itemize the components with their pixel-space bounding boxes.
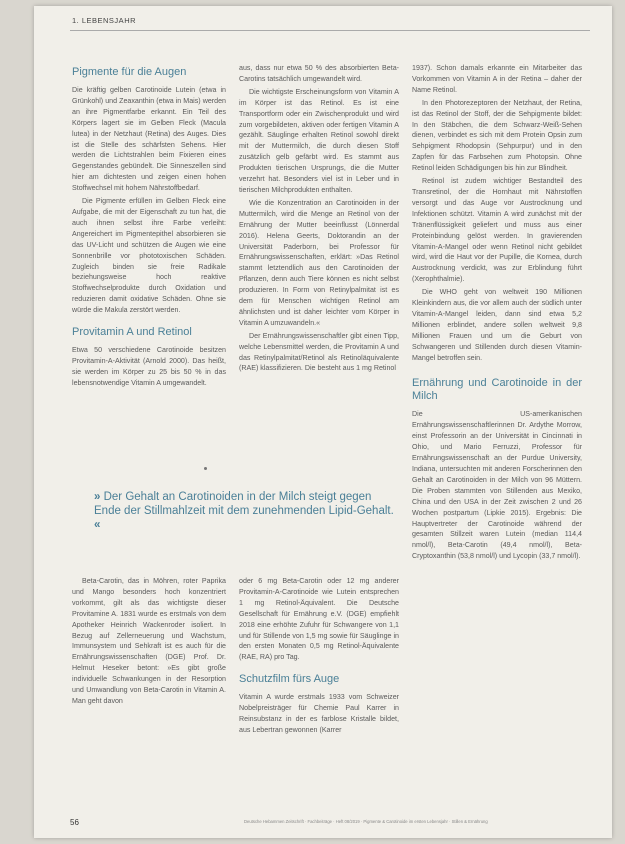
separator-dot (204, 467, 207, 470)
paragraph: Die wichtigste Erscheinungsform von Vitamin A im Körper ist das Retinol. Es ist eine Transportform oder ein Zwischenprodukt und wird zum vorgebildeten, aktiven oder fertigen Vitamin A gezählt. Säuglinge erhalten Retinol sowohl direkt mit der Muttermilch, die durch diesen Stoff zusätzlich gelb gefärbt wird. Es stammt aus Produkten tierischen Ursprungs, die die Mutter verzehrt hat. Besonders viel ist in Leber und in tierischen Milchprodukten enthalten. (239, 87, 399, 194)
section-heading-provitamin: Provitamin A und Retinol (72, 326, 192, 339)
quote-open-mark: » (94, 491, 101, 503)
section-heading-pigmente: Pigmente für die Augen (72, 66, 187, 78)
column-2-lower (239, 576, 399, 806)
paragraph: Etwa 50 verschiedene Carotinoide besitzen Provitamin-A-Aktivität (Arnold 2000). Das heißt, sie werden im Körper zu 25 bis 50 % in das lebensnotwendige Vitamin A umgewandelt. (72, 346, 226, 387)
paragraph: Vitamin A wurde erstmals 1933 vom Schweizer Nobelpreisträger für Chemie Paul Karrer in Reinsubstanz in der es farblose Kristalle bildet, aus Lebertran gewonnen (Karrer (239, 693, 399, 734)
magazine-page (34, 6, 612, 838)
paragraph: oder 6 mg Beta-Carotin oder 12 mg anderer Provitamin-A-Carotinoide wie Lutein entsprechen 1 mg Retinol-Äquivalent. Die Deutsche Gesellschaft für Ernährung e.V. (DGE) empfiehlt 2018 eine erhöhte Zufuhr für Schwangere von 1,1 und für Stillende von 1,5 mg sowie für Säuglinge in den ersten Monaten 0,5 mg Retinol-Äquivalente (RAE, RA) pro Tag. (239, 577, 399, 662)
paragraph: aus, dass nur etwa 50 % des absorbierten Beta-Carotins tatsächlich umgewandelt wird. (239, 64, 399, 83)
footer-line: Deutsche Hebammen Zeitschrift · Fachbeiträge · Heft 08/2019 · Pigmente & Carotinoide im ersten Lebensjahr · Stillen & Ernährung (244, 819, 488, 824)
paragraph: 1937). Schon damals erkannte ein Mitarbeiter das Vorkommen von Vitamin A in der Retina – daher der Name Retinol. (412, 64, 582, 94)
pull-quote (94, 490, 394, 532)
column-3 (412, 63, 582, 838)
paragraph: Retinol ist zudem wichtiger Bestandteil des Transretinol, der die Hornhaut mit Nährstoffen versorgt und das Auge vor Austrocknung und Infektionen schützt. Vitamin A wird zunächst mit der Tränenflüssigkeit geliefert und muss aus einer Proteinbindung gelöst werden. In gravierenden Vitamin-A-Mangel oder wenn Retinol nicht gebildet wird, wird die Haut vor der Pupille, die Kornea, durch Austrocknung verdickt, was zur Erblindung führt (Xerophthalmie). (412, 177, 582, 284)
paragraph: Beta-Carotin, das in Möhren, roter Paprika und Mango besonders hoch konzentriert vorkommt, gilt als das wichtigste dieser Provitamine A. 1831 wurde es erstmals von dem Apotheker Heinrich Wackenroder isoliert. In Bezug auf Zellerneuerung und Wachstum, Immunsystem und Sehkraft ist es auch für die Ernährungswissenschaften (DGE) Prof. Dr. Helmut Heseker betont: »Es gibt große individuelle Schwankungen in der Resorption und Umwandlung von Beta-Carotin in Vitamin A. Man geht davon (72, 577, 226, 705)
paragraph: In den Photorezeptoren der Netzhaut, der Retina, ist das Retinol der Stoff, der die Sehpigmente bildet: In den Stäbchen, die dem Schwarz-Weiß-Sehen dienen, verbindet es sich mit dem Protein Opsin zum Sehpigment Rhodopsin (Sehpurpur) und in den Zapfen für das Farbsehen zum Photopsin. Ohne Retinol leiden Schädigungen bis hin zur Blindheit. (412, 98, 582, 173)
header-rule (70, 30, 590, 31)
section-heading-ernaehrung: Ernährung und Carotinoide in der Milch (412, 377, 582, 403)
column-1 (72, 66, 226, 466)
paragraph: Wie die Konzentration an Carotinoiden in der Muttermilch, wird die Menge an Retinol von der Ernährung der Mutter beeinflusst (Lönnerdal 2016). Helena Geerts, Doktorandin an der Universität Paderborn, bei Professor für Ernährungswissenschaften, erklärt: »Das Retinol stammt letztendlich aus den Carotinoiden der Pflanzen, denn auch Tiere können es nicht selbst produzieren. In Form von Retinylpalmitat ist es dem für Menschen wichtigen Retinol am ähnlichsten und ist daher leichter vom Körper in Vitamin A umzuwandeln.« (239, 198, 399, 327)
paragraph: Die kräftig gelben Carotinoide Lutein (etwa in Grünkohl) und Zeaxanthin (etwa in Mais) werden an ihre Pigmentfarbe erkannt. Ein Teil des Körpers lagert sie im Gelben Fleck (Macula lutea) in der Netzhaut (Retina) des Auges. Dies ist die Stelle des schärfsten Sehens. Hier werden die Lichtstrahlen beim Fixieren eines Gegenstandes gebündelt. Die Sinneszellen sind hier am dichtesten und zeigen einen hohen Stoffwechsel mit hohem Nährstoffbedarf. (72, 86, 226, 193)
page-number: 56 (70, 818, 79, 827)
section-heading-schutzfilm: Schutzfilm fürs Auge (239, 673, 340, 686)
paragraph: Die WHO geht von weltweit 190 Millionen Kleinkindern aus, die vor allem auch der südlich unter Vitamin-A-Mangel leiden, dann sind etwa 5,2 Millionen erblindet, andere sollen weltweit 9,8 Millionen Frauen und um die Geburt von Schwangeren und Stillenden durch diesen Vitamin-Mangel betroffen sein. (412, 288, 582, 362)
quote-close-mark: « (94, 519, 101, 531)
pull-quote-text: Der Gehalt an Carotinoiden in der Milch steigt gegen Ende der Stillmahlzeit mit dem zunehmenden Lipid-Gehalt. (94, 491, 394, 517)
paragraph: Die Pigmente erfüllen im Gelben Fleck eine Aufgabe, die mit der Eigenschaft zu tun hat, die auch ihnen selbst ihre Farbe verleiht: Angereichert im Pigmentepithel absorbieren sie das UV-Licht und schützen die Augen wie eine Sonnenbrille vor phototoxischen Schäden. Zugleich binden sie freie Radikale beziehungsweise hoch reaktive Stoffwechselprodukte durch Oxidation und reduzieren damit oxidative Schäden. Ohne sie würde die Makula zerstört werden. (72, 197, 226, 315)
column-1-lower (72, 576, 226, 806)
running-head: 1. LEBENSJAHR (72, 16, 137, 25)
paragraph: Der Ernährungswissenschaftler gibt einen Tipp, welche Lebensmittel werden, die Provitamin A und das Retinylpalmitat/Retinol als Retinoläquivalente (RAE) klassifizieren. Die besteht aus 1 mg Retinol (239, 331, 399, 373)
paragraph: Die US-amerikanischen Ernährungswissenschaftlerinnen Dr. Ardythe Morrow, einst Professorin an der Universität in Cincinnati in Ohio, und Mario Ferruzzi, Professor für Ernährungswissenschaft an der Purdue University, Indiana, untersuchten mit anderen Forscherinnen den Gehalt an Carotinoiden in der Milch von 96 Müttern. Die Proben stammten von Stillenden aus Mexiko, China und den USA in der Zeit zwischen 2 und 26 Wochen postpartum (Lipkie 2015). Ergebnis: Die Hauptvertreter der Carotinoide während der gesamten Stillzeit waren Lutein (median 114,4 nmol/l), Beta-Carotin (49,4 nmol/l), Beta-Cryptoxanthin (53,8 nmol/l) und Lycopin (33,7 nmol/l). (412, 410, 582, 561)
column-2 (239, 63, 399, 463)
